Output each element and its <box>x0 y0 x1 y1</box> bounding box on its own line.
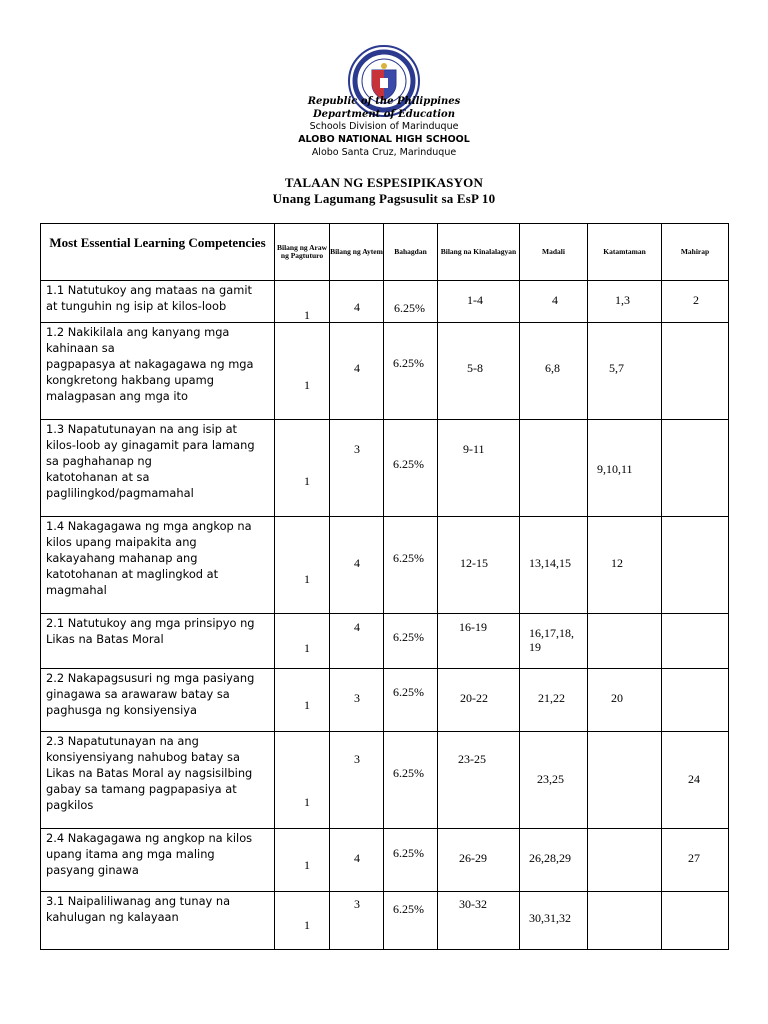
items-value: 4 <box>354 300 360 314</box>
placement-value: 30-32 <box>459 897 487 911</box>
items-value: 3 <box>354 897 360 911</box>
school-address: Alobo Santa Cruz, Marinduque <box>311 147 457 158</box>
competency-cell: 1.3 Napatutunayan na ang isip at kilos-loob ay ginagamit para lamang sa paghahanap ng katotohanan at sa paglilingkod/pagmamahal <box>41 420 275 517</box>
competency-cell: 2.2 Nakapagsusuri ng mga pasiyang ginagawa sa arawaraw batay sa paghusga ng konsiyensiya <box>41 669 275 732</box>
document-title: TALAAN NG ESPESIPIKASYON <box>284 175 484 190</box>
easy-value: 21,22 <box>538 691 565 705</box>
percent-value: 6.25% <box>393 630 424 644</box>
average-value: 1,3 <box>615 293 630 307</box>
percent-value: 6.25% <box>393 902 424 916</box>
table-row <box>41 829 729 892</box>
competency-cell: 2.1 Natutukoy ang mga prinsipyo ng Likas na Batas Moral <box>41 614 275 669</box>
percent-value: 6.25% <box>393 356 424 370</box>
easy-value: 13,14,15 <box>529 556 571 570</box>
competency-cell: 3.1 Naipaliliwanag ang tunay na kahulugan ng kalayaan <box>41 892 275 950</box>
placement-value: 20-22 <box>460 691 488 705</box>
division-line: Schools Division of Marinduque <box>309 121 459 132</box>
days-value: 1 <box>304 474 310 488</box>
header-difficult: Mahirap <box>662 224 729 281</box>
placement-value: 1-4 <box>467 293 483 307</box>
republic-line: Republic of the Philippines <box>307 96 461 107</box>
difficult-value: 27 <box>688 851 700 865</box>
placement-value: 26-29 <box>459 851 487 865</box>
days-value: 1 <box>304 378 310 392</box>
table-row <box>41 323 729 420</box>
days-value: 1 <box>304 698 310 712</box>
easy-value: 23,25 <box>537 772 564 786</box>
average-value: 20 <box>611 691 623 705</box>
items-value: 4 <box>354 556 360 570</box>
document-subtitle: Unang Lagumang Pagsusulit sa EsP 10 <box>272 191 496 206</box>
competency-cell: 1.1 Natutukoy ang mataas na gamit at tunguhin ng isip at kilos-loob <box>41 281 275 323</box>
percent-value: 6.25% <box>394 301 425 315</box>
placement-value: 5-8 <box>467 361 483 375</box>
table-row <box>41 517 729 614</box>
table-of-specifications <box>40 223 729 950</box>
days-value: 1 <box>304 572 310 586</box>
header-placement: Bilang na Kinalalagyan <box>438 224 520 281</box>
table-row <box>41 281 729 323</box>
percent-value: 6.25% <box>393 766 424 780</box>
competency-cell: 2.4 Nakagagawa ng angkop na kilos upang itama ang mga maling pasyang ginawa <box>41 829 275 892</box>
competency-cell: 1.4 Nakagagawa ng mga angkop na kilos upang maipakita ang kakayahang mahanap ang katotohanan at maglingkod at magmahal <box>41 517 275 614</box>
average-value: 5,7 <box>609 361 624 375</box>
percent-value: 6.25% <box>393 551 424 565</box>
header-average: Katamtaman <box>588 224 662 281</box>
items-value: 4 <box>354 851 360 865</box>
items-value: 3 <box>354 442 360 456</box>
percent-value: 6.25% <box>393 457 424 471</box>
average-value: 9,10,11 <box>597 462 633 476</box>
table-row <box>41 732 729 829</box>
easy-value: 4 <box>552 293 558 307</box>
header-percent: Bahagdan <box>384 224 438 281</box>
school-name: ALOBO NATIONAL HIGH SCHOOL <box>298 134 470 145</box>
table-row <box>41 669 729 732</box>
easy-value: 26,28,29 <box>529 851 571 865</box>
easy-value: 30,31,32 <box>529 911 571 925</box>
percent-value: 6.25% <box>393 685 424 699</box>
difficult-value: 2 <box>693 293 699 307</box>
competency-cell: 1.2 Nakikilala ang kanyang mga kahinaan sa pagpapasya at nakagagawa ng mga kongkretong hakbang upamg malagpasan ang mga ito <box>41 323 275 420</box>
department-line: Department of Education <box>313 109 455 120</box>
items-value: 3 <box>354 752 360 766</box>
days-value: 1 <box>304 858 310 872</box>
items-value: 4 <box>354 620 360 634</box>
easy-value: 16,17,18, 19 <box>529 626 574 654</box>
days-value: 1 <box>304 795 310 809</box>
placement-value: 9-11 <box>463 442 485 456</box>
difficult-value: 24 <box>688 772 700 786</box>
placement-value: 23-25 <box>458 752 486 766</box>
placement-value: 16-19 <box>459 620 487 634</box>
days-value: 1 <box>304 641 310 655</box>
header-items: Bilang ng Aytem <box>330 224 384 281</box>
items-value: 4 <box>354 361 360 375</box>
header-easy: Madali <box>520 224 588 281</box>
competency-cell: 2.3 Napatutunayan na ang konsiyensiyang nahubog batay sa Likas na Batas Moral ay nagsisilbing gabay sa tamang pagpapasiya at pagkilos <box>41 732 275 829</box>
percent-value: 6.25% <box>393 846 424 860</box>
easy-value: 6,8 <box>545 361 560 375</box>
table-row <box>41 892 729 950</box>
average-value: 12 <box>611 556 623 570</box>
days-value: 1 <box>304 918 310 932</box>
header-competencies: Most Essential Learning Competencies <box>41 224 275 281</box>
items-value: 3 <box>354 691 360 705</box>
placement-value: 12-15 <box>460 556 488 570</box>
table-row <box>41 614 729 669</box>
days-value: 1 <box>304 308 310 322</box>
header-days: Bilang ng Araw ng Pagtuturo <box>275 224 330 281</box>
table-header-row <box>41 224 729 281</box>
table-row <box>41 420 729 517</box>
